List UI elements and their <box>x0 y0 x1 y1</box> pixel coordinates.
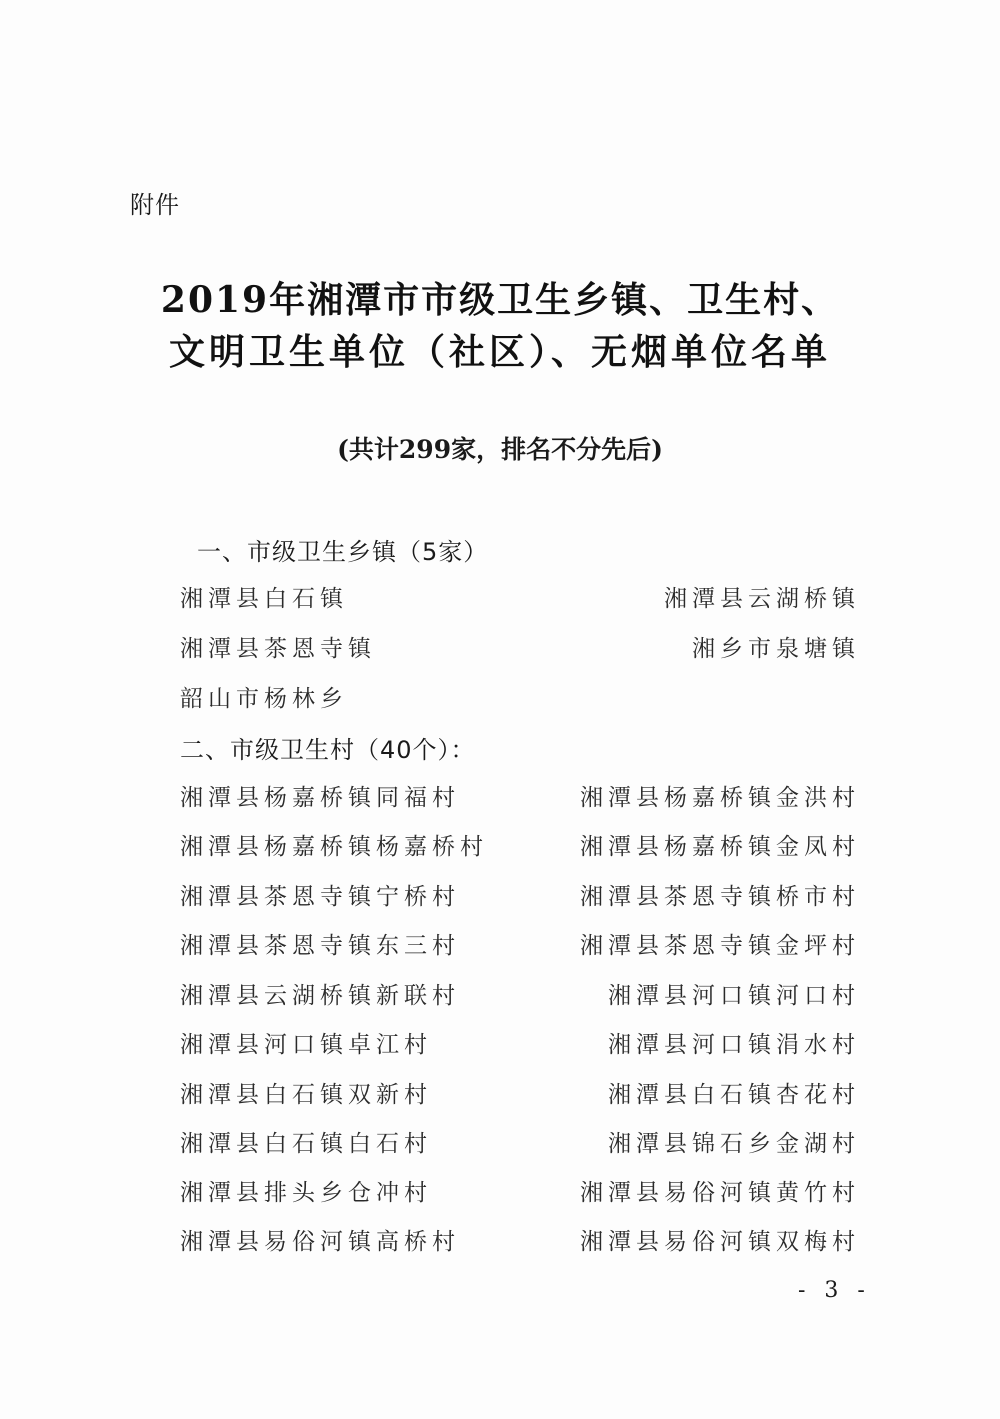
list-item: 湘潭县易俗河镇高桥村 <box>180 1229 460 1255</box>
title-line-2: 文明卫生单位（社区）、无烟单位名单 <box>168 331 831 373</box>
subtitle: (共计299家，排名不分先后) <box>337 435 663 464</box>
list-item: 湘潭县白石镇白石村 <box>180 1131 432 1157</box>
list-item: 湘潭县白石镇双新村 <box>180 1082 432 1108</box>
section-1-heading: 一、市级卫生乡镇（5家） <box>197 538 489 566</box>
list-item: 湘潭县易俗河镇黄竹村 <box>580 1180 860 1206</box>
list-item: 湘潭县河口镇涓水村 <box>608 1032 860 1058</box>
list-item: 韶山市杨林乡 <box>180 686 348 712</box>
list-item: 湘乡市泉塘镇 <box>692 636 860 662</box>
attachment-label: 附件 <box>130 191 180 219</box>
list-item: 湘潭县杨嘉桥镇金凤村 <box>580 834 860 860</box>
list-item: 湘潭县茶恩寺镇宁桥村 <box>180 884 460 910</box>
list-item: 湘潭县河口镇卓江村 <box>180 1032 432 1058</box>
list-item: 湘潭县茶恩寺镇金坪村 <box>580 933 860 959</box>
list-item: 湘潭县茶恩寺镇桥市村 <box>580 884 860 910</box>
list-item: 湘潭县排头乡仓冲村 <box>180 1180 432 1206</box>
section-2-heading: 二、市级卫生村（40个）： <box>180 736 476 764</box>
list-item: 湘潭县茶恩寺镇东三村 <box>180 933 460 959</box>
list-item: 湘潭县云湖桥镇 <box>664 586 860 612</box>
list-item: 湘潭县杨嘉桥镇同福村 <box>180 785 460 811</box>
list-item: 湘潭县锦石乡金湖村 <box>608 1131 860 1157</box>
list-item: 湘潭县杨嘉桥镇杨嘉桥村 <box>180 834 488 860</box>
list-item: 湘潭县茶恩寺镇 <box>180 636 376 662</box>
list-item: 湘潭县易俗河镇双梅村 <box>580 1229 860 1255</box>
list-item: 湘潭县白石镇杏花村 <box>608 1082 860 1108</box>
title-line-1: 2019年湘潭市市级卫生乡镇、卫生村、 <box>160 279 840 321</box>
list-item: 湘潭县杨嘉桥镇金洪村 <box>580 785 860 811</box>
list-item: 湘潭县云湖桥镇新联村 <box>180 983 460 1009</box>
page-number: - 3 - <box>798 1278 871 1303</box>
list-item: 湘潭县河口镇河口村 <box>608 983 860 1009</box>
list-item: 湘潭县白石镇 <box>180 586 348 612</box>
